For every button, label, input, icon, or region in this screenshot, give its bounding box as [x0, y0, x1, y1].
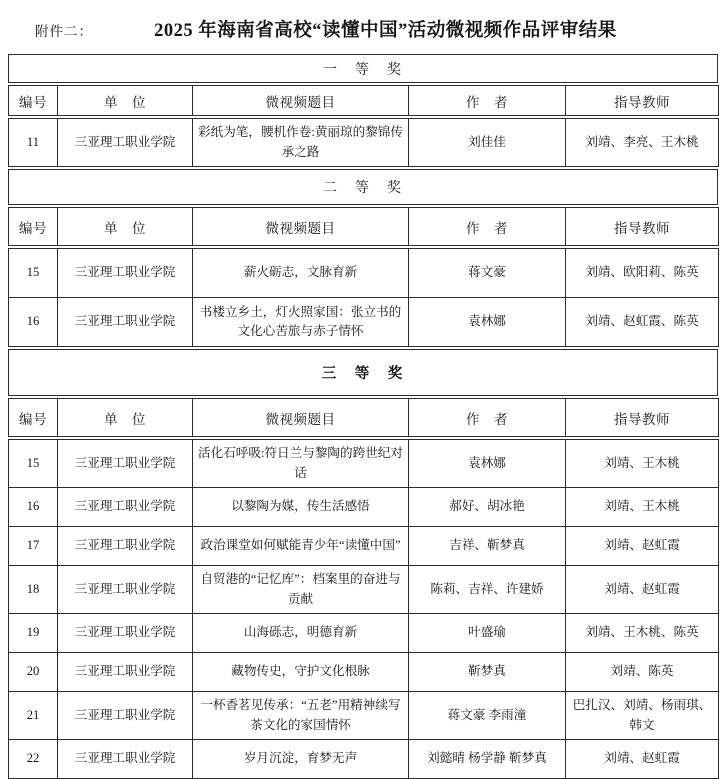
cell-no: 15	[9, 440, 58, 488]
col-header-unit: 单 位	[58, 208, 193, 246]
col-header-no: 编号	[9, 399, 58, 437]
cell-no: 19	[9, 614, 58, 653]
cell-teachers: 巴扎汉、刘靖、杨雨琪、韩文	[566, 692, 719, 740]
table-row	[9, 692, 719, 740]
cell-author: 吉祥、靳梦真	[409, 527, 566, 566]
header-table-third-prize	[8, 398, 719, 437]
header-row	[9, 399, 719, 437]
cell-title: 山海砾志，明德育新	[193, 614, 409, 653]
col-header-author: 作 者	[409, 86, 566, 116]
cell-no: 21	[9, 692, 58, 740]
col-header-unit: 单 位	[58, 86, 193, 116]
cell-teachers: 刘靖、赵虹霞、陈英	[566, 298, 719, 347]
cell-teachers: 刘靖、赵虹霞	[566, 566, 719, 614]
cell-unit: 三亚理工职业学院	[58, 488, 193, 527]
cell-teachers: 刘靖、王木桃	[566, 488, 719, 527]
cell-author: 靳梦真	[409, 653, 566, 692]
cell-title: 藏物传史，守护文化根脉	[193, 653, 409, 692]
cell-title: 政治课堂如何赋能青少年“读懂中国”	[193, 527, 409, 566]
cell-no: 17	[9, 527, 58, 566]
cell-author: 袁林娜	[409, 298, 566, 347]
cell-unit: 三亚理工职业学院	[58, 298, 193, 347]
cell-unit: 三亚理工职业学院	[58, 653, 193, 692]
header-row	[9, 86, 719, 116]
table-row	[9, 249, 719, 298]
cell-author: 叶盛瑜	[409, 614, 566, 653]
cell-unit: 三亚理工职业学院	[58, 614, 193, 653]
document-heading	[8, 12, 718, 54]
table-row	[9, 440, 719, 488]
award-section-first-prize	[8, 54, 718, 167]
col-header-unit: 单 位	[58, 399, 193, 437]
page-title: 2025 年海南省高校“读懂中国”活动微视频作品评审结果	[154, 21, 617, 41]
body-table-third-prize	[8, 439, 719, 779]
cell-unit: 三亚理工职业学院	[58, 249, 193, 298]
award-band-third-prize: 三 等 奖	[8, 349, 718, 396]
cell-title: 书楼立乡土，灯火照家国：张立书的文化心苦旅与赤子情怀	[193, 298, 409, 347]
cell-title: 自贸港的“记忆库”：档案里的奋进与贡献	[193, 566, 409, 614]
cell-author: 刘佳佳	[409, 119, 566, 167]
table-row	[9, 566, 719, 614]
cell-no: 15	[9, 249, 58, 298]
col-header-teachers: 指导教师	[566, 86, 719, 116]
cell-unit: 三亚理工职业学院	[58, 740, 193, 779]
cell-no: 16	[9, 298, 58, 347]
cell-title: 岁月沉淀，育梦无声	[193, 740, 409, 779]
cell-no: 18	[9, 566, 58, 614]
cell-title: 一杯香茗见传承：“五老”用精神续写茶文化的家国情怀	[193, 692, 409, 740]
col-header-title: 微视频题目	[193, 86, 409, 116]
cell-title: 薪火砺志，文脉育新	[193, 249, 409, 298]
table-row	[9, 298, 719, 347]
cell-teachers: 刘靖、李亮、王木桃	[566, 119, 719, 167]
col-header-teachers: 指导教师	[566, 208, 719, 246]
table-row	[9, 653, 719, 692]
cell-unit: 三亚理工职业学院	[58, 119, 193, 167]
cell-no: 16	[9, 488, 58, 527]
cell-no: 20	[9, 653, 58, 692]
award-section-second-prize	[8, 169, 718, 347]
award-band-second-prize: 二 等 奖	[8, 169, 718, 205]
cell-no: 11	[9, 119, 58, 167]
body-table-first-prize	[8, 118, 719, 167]
cell-teachers: 刘靖、王木桃	[566, 440, 719, 488]
col-header-no: 编号	[9, 86, 58, 116]
cell-author: 刘懿晴 杨学静 靳梦真	[409, 740, 566, 779]
cell-teachers: 刘靖、赵虹霞	[566, 740, 719, 779]
table-row	[9, 119, 719, 167]
cell-unit: 三亚理工职业学院	[58, 440, 193, 488]
cell-unit: 三亚理工职业学院	[58, 566, 193, 614]
col-header-title: 微视频题目	[193, 399, 409, 437]
table-row	[9, 614, 719, 653]
col-header-teachers: 指导教师	[566, 399, 719, 437]
cell-teachers: 刘靖、王木桃、陈英	[566, 614, 719, 653]
header-table-first-prize	[8, 85, 719, 116]
cell-author: 陈莉、吉祥、许建娇	[409, 566, 566, 614]
col-header-no: 编号	[9, 208, 58, 246]
cell-author: 袁林娜	[409, 440, 566, 488]
cell-teachers: 刘靖、赵虹霞	[566, 527, 719, 566]
cell-unit: 三亚理工职业学院	[58, 692, 193, 740]
header-table-second-prize	[8, 207, 719, 246]
award-band-first-prize: 一 等 奖	[8, 54, 718, 83]
col-header-title: 微视频题目	[193, 208, 409, 246]
col-header-author: 作 者	[409, 208, 566, 246]
cell-title: 活化石呼吸:符日兰与黎陶的跨世纪对话	[193, 440, 409, 488]
attachment-label: 附件二：	[35, 24, 93, 39]
cell-teachers: 刘靖、陈英	[566, 653, 719, 692]
cell-author: 蒋文豪	[409, 249, 566, 298]
cell-unit: 三亚理工职业学院	[58, 527, 193, 566]
cell-teachers: 刘靖、欧阳莉、陈英	[566, 249, 719, 298]
award-section-third-prize	[8, 349, 718, 779]
body-table-second-prize	[8, 248, 719, 347]
results-table	[8, 54, 718, 779]
table-row	[9, 488, 719, 527]
cell-title: 彩纸为笔，腰机作卷:黄丽琼的黎锦传承之路	[193, 119, 409, 167]
cell-no: 22	[9, 740, 58, 779]
header-row	[9, 208, 719, 246]
col-header-author: 作 者	[409, 399, 566, 437]
cell-title: 以黎陶为媒，传生活感悟	[193, 488, 409, 527]
cell-author: 蒋文豪 李雨潼	[409, 692, 566, 740]
cell-author: 郝好、胡冰艳	[409, 488, 566, 527]
table-row	[9, 527, 719, 566]
table-row	[9, 740, 719, 779]
